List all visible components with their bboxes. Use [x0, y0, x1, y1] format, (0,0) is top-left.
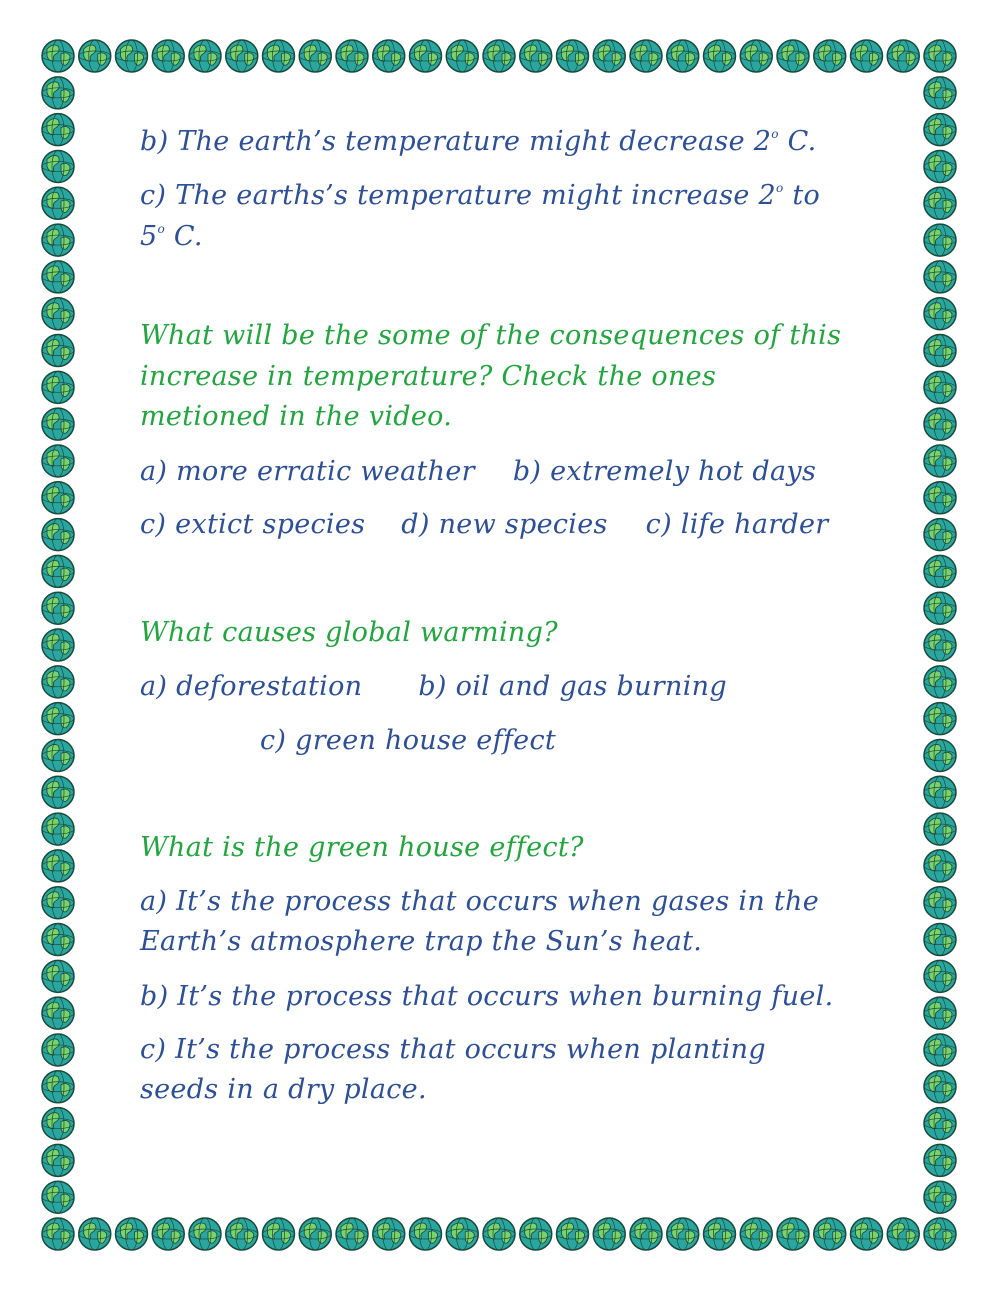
- globe-icon: [593, 40, 625, 72]
- globe-icon: [557, 1218, 589, 1250]
- globe-icon: [851, 40, 883, 72]
- globe-icon: [887, 40, 919, 72]
- globe-icon: [924, 960, 956, 992]
- globe-icon: [42, 1034, 74, 1066]
- globe-icon: [336, 1218, 368, 1250]
- globe-icon: [924, 445, 956, 477]
- globe-icon: [189, 1218, 221, 1250]
- globe-icon: [740, 40, 772, 72]
- globe-icon: [42, 150, 74, 182]
- q0-option-b-text: b) The earth’s temperature might decrease 2: [140, 126, 772, 157]
- q1-option-e[interactable]: c) life harder: [645, 509, 829, 540]
- globe-icon: [924, 924, 956, 956]
- globe-icon: [924, 555, 956, 587]
- q0-option-b-unit: C.: [778, 126, 817, 157]
- q0-option-c-five: 5: [140, 221, 158, 252]
- globe-icon: [924, 739, 956, 771]
- globe-icon: [924, 40, 956, 72]
- degree-sup: o: [157, 222, 166, 236]
- globe-icon: [42, 114, 74, 146]
- q0-option-c-text: c) The earths’s temperature might increase 2: [140, 180, 776, 211]
- globe-icon: [704, 40, 736, 72]
- globe-icon: [924, 629, 956, 661]
- globe-icon: [924, 335, 956, 367]
- globe-icon: [924, 997, 956, 1029]
- globe-icon: [924, 482, 956, 514]
- globe-icon: [924, 887, 956, 919]
- globe-icon: [116, 1218, 148, 1250]
- globe-icon: [630, 40, 662, 72]
- globe-icon: [79, 1218, 111, 1250]
- globe-icon: [924, 298, 956, 330]
- globe-icon: [42, 1108, 74, 1140]
- globe-icon: [557, 40, 589, 72]
- q3-question: What is the green house effect?: [140, 832, 584, 863]
- globe-icon: [42, 924, 74, 956]
- globe-icon: [42, 1218, 74, 1250]
- globe-icon: [851, 1218, 883, 1250]
- q3-option-a-line-1[interactable]: a) It’s the process that occurs when gases in the: [140, 886, 820, 917]
- globe-icon: [924, 1071, 956, 1103]
- q1-option-d[interactable]: d) new species: [401, 509, 608, 540]
- globe-icon: [924, 150, 956, 182]
- q1-option-c[interactable]: c) extict species: [140, 509, 366, 540]
- q2-option-b[interactable]: b) oil and gas burning: [418, 671, 727, 702]
- globe-icon: [814, 40, 846, 72]
- q1-options-row-1: [140, 452, 816, 492]
- globe-icon: [152, 40, 184, 72]
- q1-option-a[interactable]: a) more erratic weather: [140, 456, 475, 487]
- globe-icon: [42, 776, 74, 808]
- globe-icon: [924, 776, 956, 808]
- globe-icon: [42, 813, 74, 845]
- globe-icon: [630, 1218, 662, 1250]
- globe-icon: [42, 960, 74, 992]
- globe-icon: [79, 40, 111, 72]
- globe-icon: [226, 40, 258, 72]
- globe-icon: [373, 1218, 405, 1250]
- globe-icon: [373, 40, 405, 72]
- globe-icon: [924, 813, 956, 845]
- globe-icon: [814, 1218, 846, 1250]
- globe-icon: [42, 997, 74, 1029]
- q1-option-b[interactable]: b) extremely hot days: [512, 456, 817, 487]
- globe-icon: [446, 1218, 478, 1250]
- q0-option-c-to: to: [783, 180, 821, 211]
- globe-icon: [42, 298, 74, 330]
- q3-option-c-line-2[interactable]: seeds in a dry place.: [140, 1074, 427, 1105]
- globe-icon: [152, 1218, 184, 1250]
- globe-icon: [924, 261, 956, 293]
- q2-options-row-1: [140, 667, 727, 707]
- globe-icon: [924, 1181, 956, 1213]
- globe-icon: [116, 40, 148, 72]
- globe-icon: [924, 187, 956, 219]
- globe-icon: [777, 40, 809, 72]
- globe-icon: [520, 1218, 552, 1250]
- q1-question-line-1: What will be the some of the consequences of this: [140, 320, 842, 351]
- globe-icon: [42, 703, 74, 735]
- globe-icon: [42, 739, 74, 771]
- globe-icon: [226, 1218, 258, 1250]
- globe-icon: [483, 40, 515, 72]
- globe-icon: [410, 40, 442, 72]
- q2-option-c[interactable]: c) green house effect: [260, 725, 557, 756]
- globe-icon: [42, 408, 74, 440]
- globe-icon: [924, 1218, 956, 1250]
- globe-icon: [42, 887, 74, 919]
- globe-icon: [924, 114, 956, 146]
- q3-option-c-line-1[interactable]: c) It’s the process that occurs when planting: [140, 1034, 766, 1065]
- q1-question-line-3: metioned in the video.: [140, 401, 453, 432]
- q0-option-c-line-2[interactable]: [140, 209, 203, 257]
- globe-icon: [42, 187, 74, 219]
- q0-option-b[interactable]: [140, 114, 817, 162]
- globe-icon: [42, 261, 74, 293]
- globe-icon: [189, 40, 221, 72]
- globe-icon: [42, 224, 74, 256]
- q2-option-a[interactable]: a) deforestation: [140, 671, 363, 702]
- degree-sup: o: [775, 181, 784, 195]
- globe-icon: [924, 666, 956, 698]
- globe-icon: [924, 592, 956, 624]
- globe-icon: [263, 1218, 295, 1250]
- globe-icon: [667, 40, 699, 72]
- globe-icon: [924, 850, 956, 882]
- globe-icon: [924, 77, 956, 109]
- globe-icon: [42, 77, 74, 109]
- globe-icon: [777, 1218, 809, 1250]
- globe-icon: [42, 482, 74, 514]
- globe-icon: [263, 40, 295, 72]
- globe-icon: [924, 1034, 956, 1066]
- globe-icon: [740, 1218, 772, 1250]
- globe-icon: [704, 1218, 736, 1250]
- globe-icon: [42, 40, 74, 72]
- globe-icon: [593, 1218, 625, 1250]
- globe-icon: [42, 592, 74, 624]
- globe-icon: [446, 40, 478, 72]
- globe-icon: [483, 1218, 515, 1250]
- globe-icon: [42, 1071, 74, 1103]
- globe-icon: [42, 850, 74, 882]
- globe-icon: [924, 1108, 956, 1140]
- globe-icon: [887, 1218, 919, 1250]
- globe-icon: [924, 1144, 956, 1176]
- globe-icon: [42, 666, 74, 698]
- q3-option-b[interactable]: b) It’s the process that occurs when burning fuel.: [140, 981, 834, 1012]
- q1-question-line-2: increase in temperature? Check the ones: [140, 361, 717, 392]
- globe-icon: [924, 224, 956, 256]
- degree-sup: o: [771, 127, 779, 141]
- globe-icon: [42, 1144, 74, 1176]
- globe-icon: [667, 1218, 699, 1250]
- q2-question: What causes global warming?: [140, 617, 558, 648]
- globe-icon: [924, 703, 956, 735]
- q1-options-row-2: [140, 505, 829, 545]
- globe-icon: [924, 519, 956, 551]
- globe-icon: [410, 1218, 442, 1250]
- globe-icon: [42, 445, 74, 477]
- globe-icon: [42, 629, 74, 661]
- globe-icon: [42, 1181, 74, 1213]
- globe-icon: [299, 1218, 331, 1250]
- globe-icon: [42, 335, 74, 367]
- globe-icon: [924, 371, 956, 403]
- q0-option-c-unit: C.: [165, 221, 203, 252]
- globe-icon: [42, 519, 74, 551]
- globe-icon: [336, 40, 368, 72]
- globe-icon: [42, 371, 74, 403]
- globe-icon: [924, 408, 956, 440]
- globe-icon: [520, 40, 552, 72]
- q3-option-a-line-2[interactable]: Earth’s atmosphere trap the Sun’s heat.: [140, 926, 703, 957]
- globe-icon: [42, 555, 74, 587]
- q0-option-c-line-1[interactable]: [140, 168, 820, 216]
- globe-icon: [299, 40, 331, 72]
